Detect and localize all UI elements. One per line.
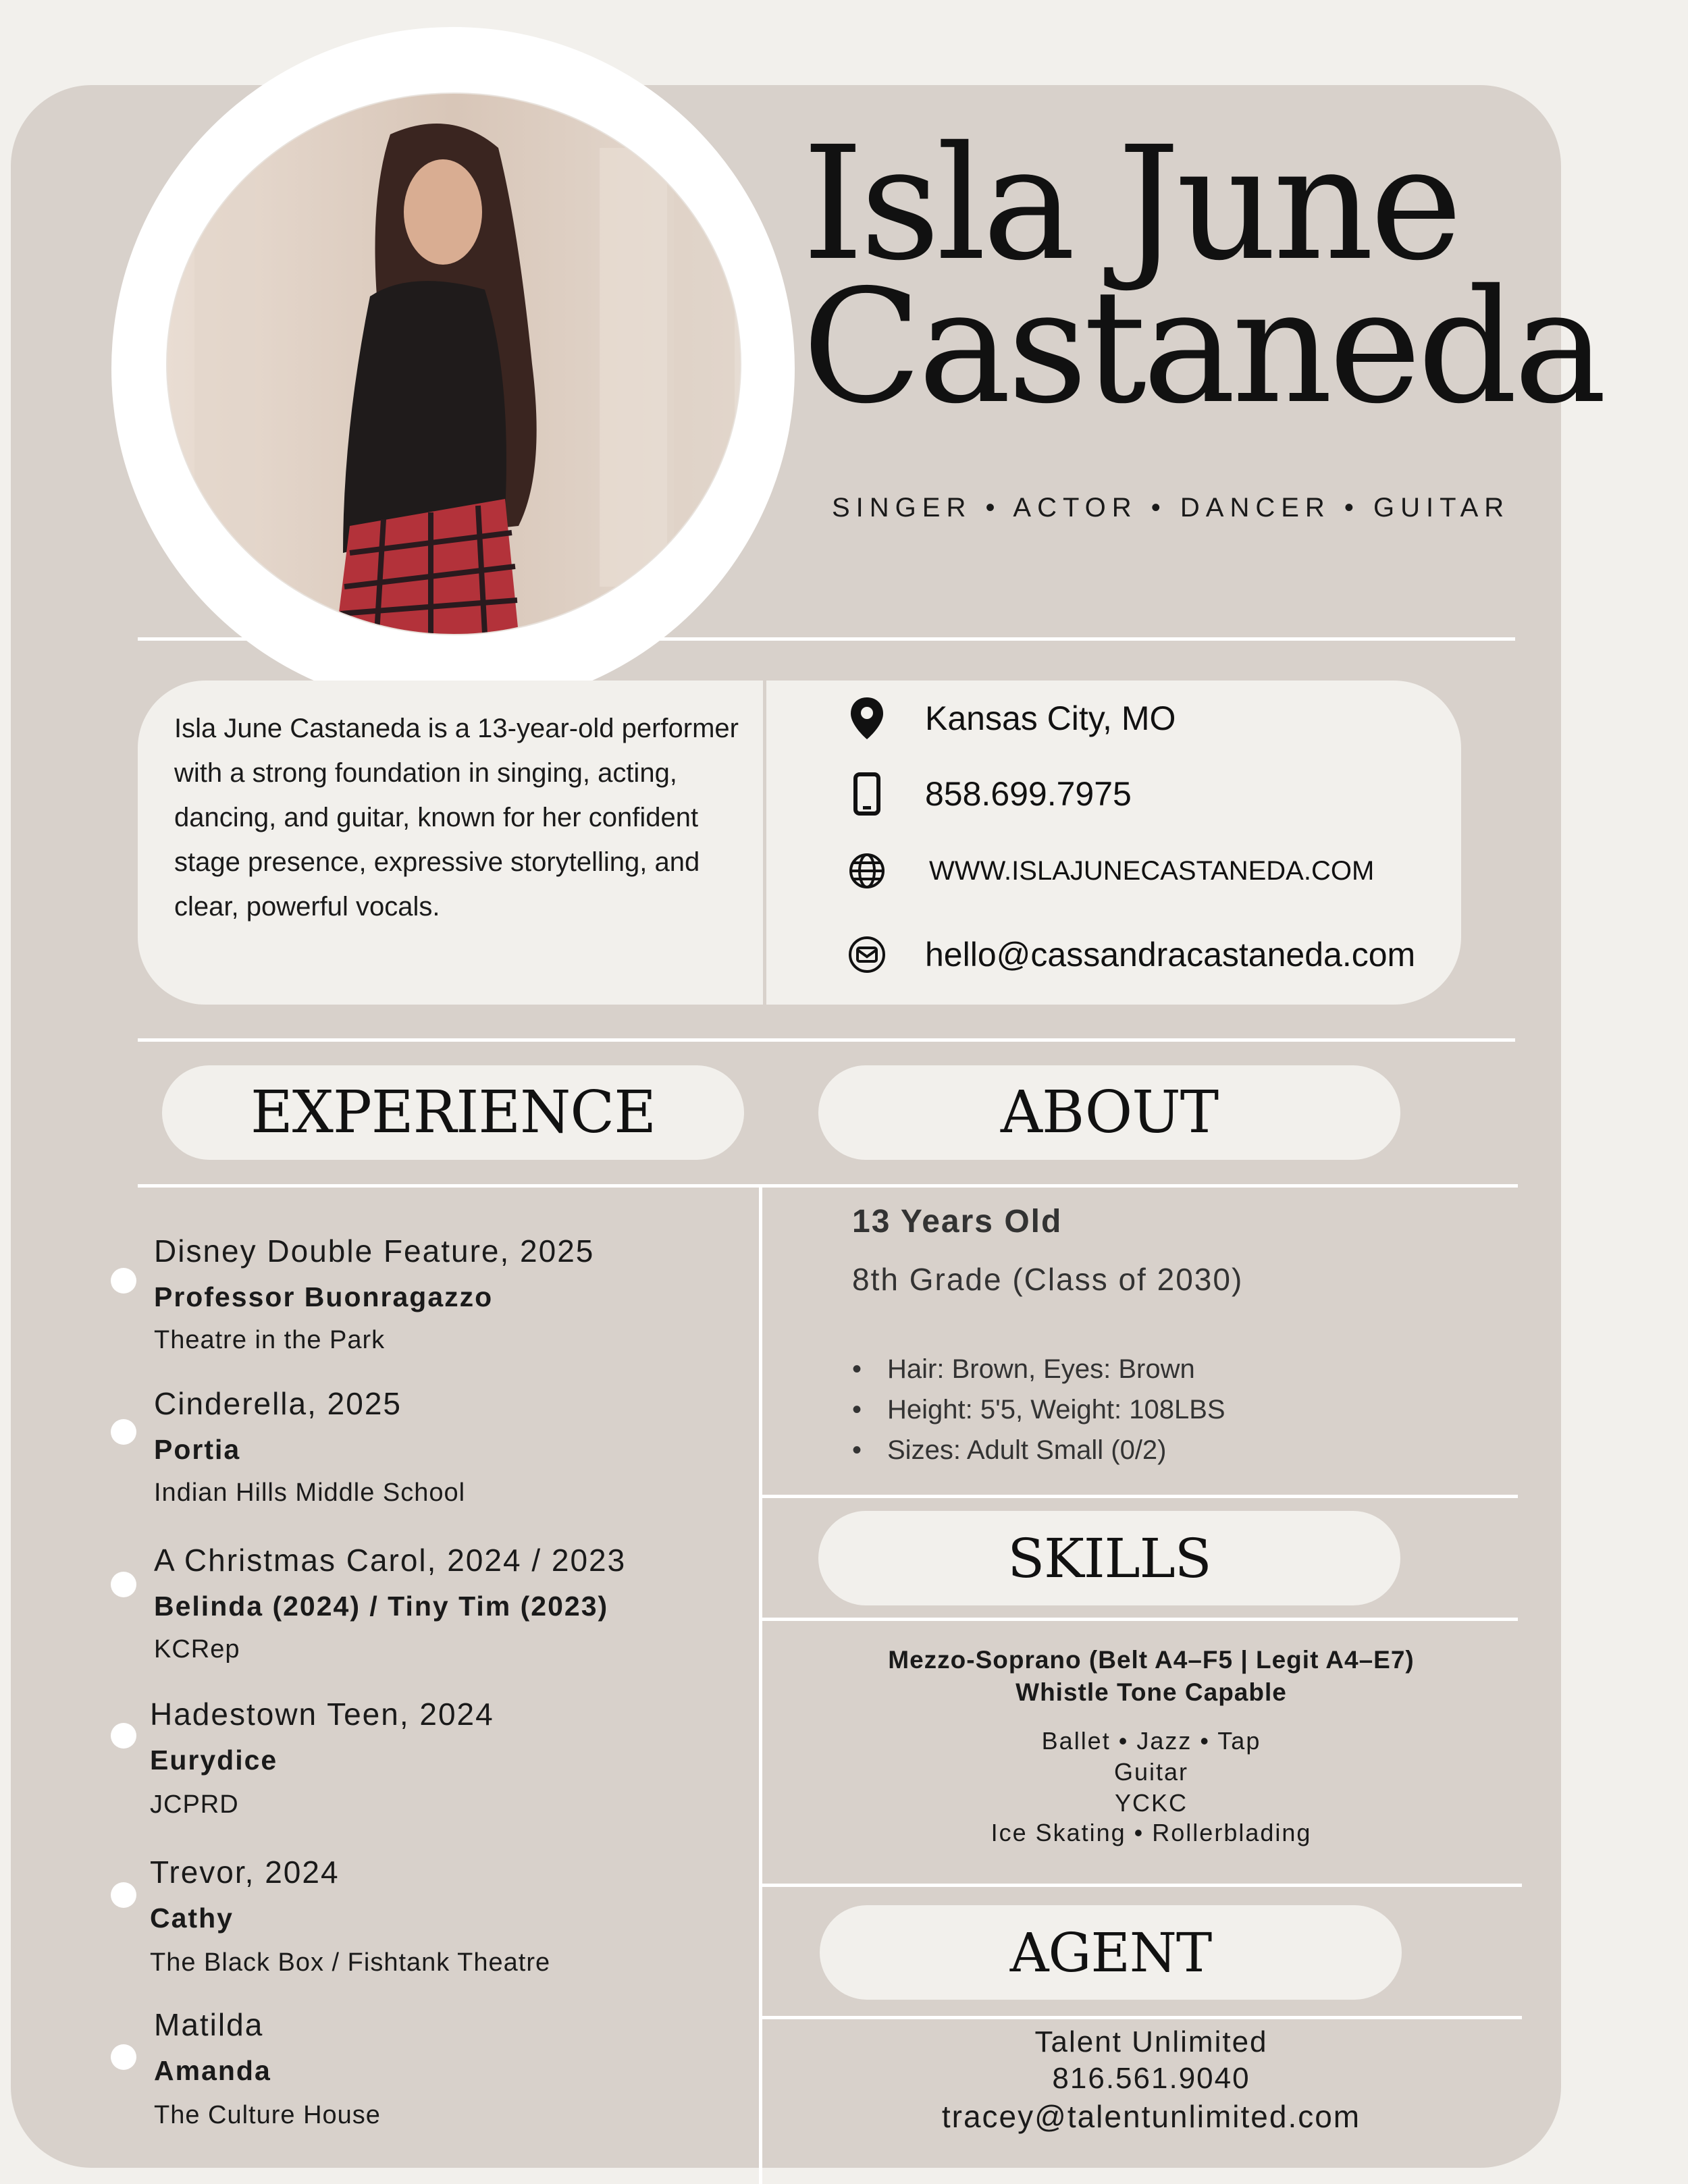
experience-role: Belinda (2024) / Tiny Tim (2023)	[154, 1591, 609, 1622]
experience-title: Cinderella, 2025	[154, 1386, 402, 1421]
about-heading: ABOUT	[818, 1065, 1400, 1160]
experience-role: Amanda	[154, 2055, 271, 2086]
skills-voice-range: Mezzo-Soprano (Belt A4–F5 | Legit A4–E7)	[888, 1646, 1415, 1674]
about-details	[852, 1349, 1225, 1470]
timeline-dot	[111, 1723, 136, 1749]
experience-title: A Christmas Carol, 2024 / 2023	[154, 1543, 627, 1578]
agent-phone[interactable]: 816.561.9040	[1052, 2062, 1250, 2095]
agent-email[interactable]: tracey@talentunlimited.com	[941, 2099, 1361, 2134]
agent-heading: AGENT	[820, 1905, 1402, 2000]
timeline-dot	[111, 1572, 136, 1597]
globe-icon	[845, 849, 889, 893]
timeline-dot	[111, 1268, 136, 1294]
location-pin-icon	[845, 697, 889, 740]
divider-mid	[138, 1038, 1515, 1042]
divider-about-skills	[760, 1495, 1518, 1498]
agent-name: Talent Unlimited	[1034, 2025, 1268, 2058]
experience-venue: JCPRD	[150, 1790, 239, 1819]
experience-venue: Theatre in the Park	[154, 1326, 386, 1354]
timeline-dot	[111, 1882, 136, 1908]
tagline: SINGER • ACTOR • DANCER • GUITAR	[832, 493, 1510, 523]
experience-title: Disney Double Feature, 2025	[154, 1233, 595, 1269]
skills-line: Guitar	[1113, 1758, 1189, 1786]
website-link[interactable]: WWW.ISLAJUNECASTANEDA.COM	[929, 855, 1375, 886]
skills-whistle: Whistle Tone Capable	[1016, 1678, 1287, 1706]
about-detail-item: • Hair: Brown, Eyes: Brown	[852, 1354, 1195, 1384]
divider-skills	[760, 1618, 1518, 1621]
about-detail-item: • Sizes: Adult Small (0/2)	[852, 1435, 1167, 1465]
column-divider	[759, 1186, 762, 2184]
experience-heading: EXPERIENCE	[162, 1065, 744, 1160]
timeline-dot	[111, 2044, 136, 2070]
skills-line: Ice Skating • Rollerblading	[991, 1819, 1312, 1846]
experience-role: Portia	[154, 1434, 241, 1465]
experience-title: Trevor, 2024	[150, 1855, 340, 1890]
divider-top	[138, 637, 1515, 641]
contact-phone	[845, 767, 1132, 821]
mobile-phone-icon	[845, 772, 889, 816]
experience-role: Cathy	[150, 1902, 234, 1934]
divider-skills-agent	[760, 1884, 1522, 1887]
experience-title: Matilda	[154, 2007, 264, 2042]
divider-sections	[138, 1184, 1518, 1188]
name-last-line: Castaneda	[802, 256, 1603, 438]
contact-location	[845, 691, 1176, 745]
headshot-photo	[167, 94, 740, 634]
experience-venue: Indian Hills Middle School	[154, 1479, 466, 1507]
about-grade: 8th Grade (Class of 2030)	[852, 1262, 1244, 1297]
experience-role: Eurydice	[150, 1744, 278, 1776]
experience-role: Professor Buonragazzo	[154, 1281, 494, 1312]
about-age: 13 Years Old	[852, 1204, 1063, 1240]
location-text: Kansas City, MO	[925, 699, 1176, 737]
experience-venue: The Black Box / Fishtank Theatre	[150, 1948, 551, 1977]
experience-venue: The Culture House	[154, 2101, 381, 2129]
skills-line: YCKC	[1114, 1789, 1188, 1817]
bio-text: Isla June Castaneda is a 13-year-old performer with a strong foundation in singing, acting, dancing, and guitar, known for her confident stage presence, expressive storytelling, and clear, powerful vocals.	[174, 714, 739, 922]
experience-title: Hadestown Teen, 2024	[150, 1697, 494, 1732]
contact-website	[845, 844, 1375, 898]
name-first-line: Isla June	[802, 113, 1459, 295]
about-detail-item: • Height: 5'5, Weight: 108LBS	[852, 1395, 1225, 1424]
skills-heading: SKILLS	[818, 1511, 1400, 1605]
email-icon	[845, 933, 889, 976]
skills-line: Ballet • Jazz • Tap	[1041, 1727, 1261, 1755]
bio-divider	[763, 681, 766, 1005]
contact-email	[845, 928, 1416, 982]
phone-text[interactable]: 858.699.7975	[925, 775, 1132, 813]
email-link[interactable]: hello@cassandracastaneda.com	[925, 936, 1416, 974]
experience-venue: KCRep	[154, 1635, 240, 1663]
timeline-dot	[111, 1419, 136, 1445]
divider-agent	[760, 2016, 1522, 2019]
